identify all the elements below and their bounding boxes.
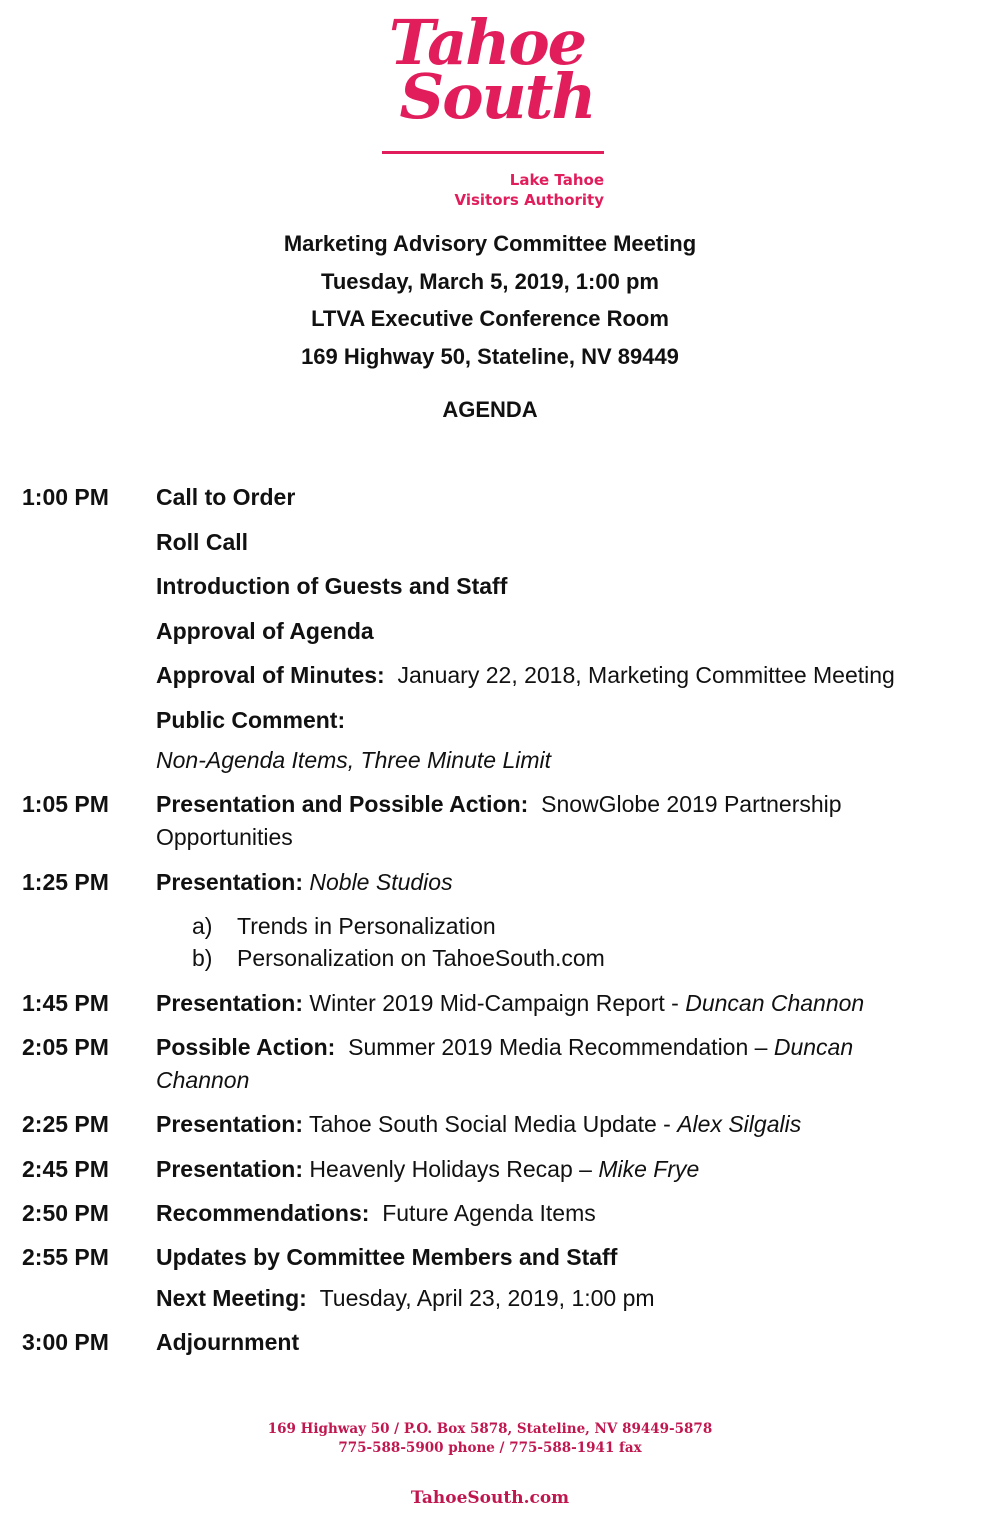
agenda-item-detail: Heavenly Holidays Recap – [309,1156,592,1182]
agenda-item-title: Presentation: [156,869,303,895]
agenda-time: 1:05 PM [22,791,109,817]
agenda-time: 3:00 PM [22,1329,109,1355]
agenda-item-detail: Future Agenda Items [382,1200,596,1226]
agenda-item-detail: Tuesday, April 23, 2019, 1:00 pm [319,1285,655,1311]
agenda-item-title: Presentation: [156,1156,303,1182]
agenda-item-title: Public Comment: [156,707,346,733]
agenda-item-title: Presentation and Possible Action: [156,791,529,817]
footer-website[interactable]: TahoeSouth.com [410,1488,570,1508]
meeting-room: LTVA Executive Conference Room [311,306,669,331]
logo-subtitle-line2: Visitors Authority [454,191,604,209]
subitem-label: a) [192,913,213,939]
agenda-item-title: Adjournment [156,1329,300,1355]
agenda-item-presenter: Duncan Channon [156,1034,854,1093]
agenda-heading: AGENDA [442,397,538,422]
agenda-time: 1:45 PM [22,990,109,1016]
agenda-time: 1:00 PM [22,484,109,510]
footer-address: 169 Highway 50 / P.O. Box 5878, Stateline, NV 89449-5878 [267,1421,713,1437]
meeting-title: Marketing Advisory Committee Meeting [283,231,697,256]
agenda-item-title: Approval of Agenda [156,618,374,644]
agenda-item-title: Introduction of Guests and Staff [156,573,508,599]
subitem-text: Personalization on TahoeSouth.com [237,945,605,971]
agenda-subitem [192,910,496,943]
agenda-item-presenter: Duncan Channon [685,990,865,1016]
logo-divider [382,151,604,154]
agenda-item-title: Presentation: [156,1111,303,1137]
agenda-item-presenter: Alex Silgalis [677,1111,802,1137]
agenda-item-detail: Summer 2019 Media Recommendation – [348,1034,768,1060]
agenda-time: 2:50 PM [22,1200,109,1226]
subitem-label: b) [192,945,213,971]
agenda-time: 2:55 PM [22,1244,109,1270]
agenda-item-title: Presentation: [156,990,303,1016]
agenda-time: 2:05 PM [22,1034,109,1060]
agenda-item-title: Call to Order [156,484,296,510]
agenda-item-presenter: Mike Frye [598,1156,700,1182]
agenda-item-title: Updates by Committee Members and Staff [156,1244,618,1270]
agenda-item-detail: Tahoe South Social Media Update - [308,1111,671,1137]
footer-contact [0,1420,980,1458]
agenda-item-title: Roll Call [156,529,249,555]
agenda-item-title: Approval of Minutes: [156,662,385,688]
logo-word-south: South [399,60,595,133]
agenda-item-presenter: Noble Studios [309,869,453,895]
logo-word-tahoe: Tahoe [388,6,586,79]
footer-phone: 775-588-5900 phone / 775-588-1941 fax [338,1440,642,1456]
agenda-time: 2:45 PM [22,1156,109,1182]
logo [380,8,610,208]
agenda-subitem [192,942,605,975]
agenda-time: 1:25 PM [22,869,109,895]
agenda-time: 2:25 PM [22,1111,109,1137]
logo-subtitle-line1: Lake Tahoe [509,171,604,189]
meeting-header [0,225,980,422]
agenda-item-detail: January 22, 2018, Marketing Committee Meeting [397,662,895,688]
agenda-item-title: Possible Action: [156,1034,336,1060]
subitem-text: Trends in Personalization [237,913,496,939]
agenda-item-title: Next Meeting: [156,1285,307,1311]
meeting-date: Tuesday, March 5, 2019, 1:00 pm [321,268,659,294]
agenda-item-detail: Winter 2019 Mid-Campaign Report - [309,990,679,1016]
agenda-item-detail: SnowGlobe 2019 Partnership Opportunities [156,791,842,850]
meeting-address: 169 Highway 50, Stateline, NV 89449 [301,343,679,369]
agenda-item-title: Recommendations: [156,1200,370,1226]
agenda-item-note: Non-Agenda Items, Three Minute Limit [156,747,552,773]
